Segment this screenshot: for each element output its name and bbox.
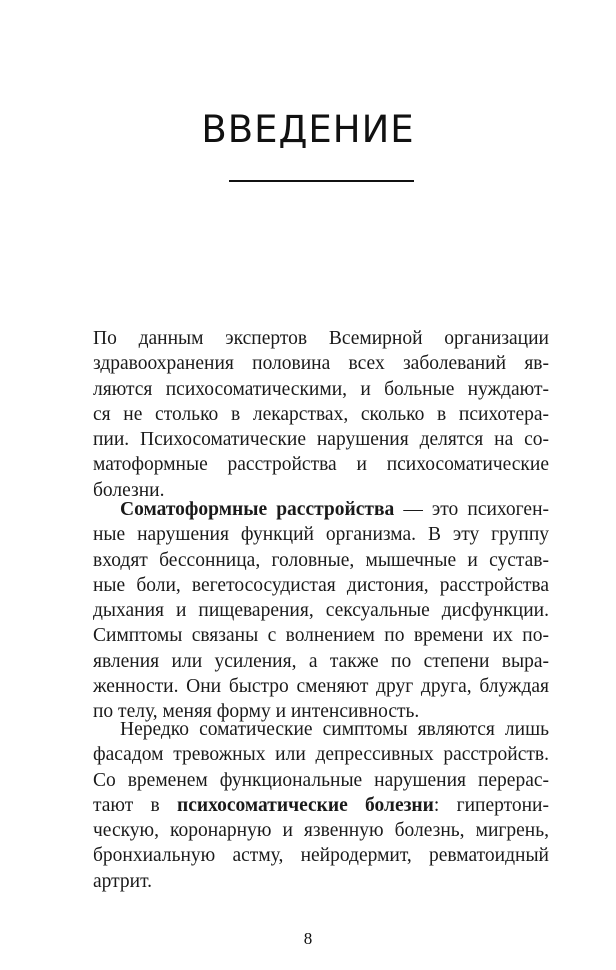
- bold-term: психосоматические болезни: [176, 794, 434, 816]
- text-line: ся не столько в лекарствах, сколько в психотера-: [93, 403, 549, 425]
- text-run: — это психоген-: [394, 499, 549, 520]
- text-line: По данным экспертов Всемирной организации: [93, 328, 549, 349]
- text-line: ческую, коронарную и язвенную болезнь, мигрень,: [93, 820, 549, 842]
- text-line: [93, 497, 549, 522]
- text-line: входят бессонница, головные, мышечные и сустав-: [93, 549, 549, 571]
- paragraph-2: [93, 497, 549, 725]
- chapter-title: ВВЕДЕНИЕ: [201, 108, 415, 151]
- text-line: дыхания и пищеварения, сексуальные дисфункции.: [93, 600, 549, 622]
- text-line: Со временем функциональные нарушения перерас-: [93, 769, 549, 791]
- text-line: ляются психосоматическими, и больные нуждают-: [93, 378, 549, 400]
- text-line: болезни.: [93, 479, 165, 501]
- text-line: ные нарушения функций организма. В эту группу: [93, 524, 549, 546]
- page-number: 8: [303, 929, 313, 948]
- text-line: по телу, меняя форму и интенсивность.: [93, 701, 420, 723]
- text-line: фасадом тревожных или депрессивных расстройств.: [93, 744, 549, 766]
- text-line: [93, 793, 549, 818]
- text-line: пии. Психосоматические нарушения делятся на со-: [93, 429, 549, 451]
- text-line: здравоохранения половина всех заболеваний яв-: [93, 353, 549, 375]
- title-underline: [229, 180, 414, 182]
- bold-term: Соматоформные расстройства: [120, 499, 395, 520]
- text-line: Нередко соматические симптомы являются лишь: [120, 719, 549, 740]
- text-run: : гипертони-: [433, 794, 549, 816]
- paragraph-1: [93, 326, 549, 503]
- text-line: ные боли, вегетососудистая дистония, расстройства: [93, 574, 549, 596]
- text-line: бронхиальную астму, нейродермит, ревматоидный: [93, 845, 549, 867]
- text-line: явления или усиления, а также по степени выра-: [93, 650, 549, 672]
- text-line: женности. Они быстро сменяют друг друга, блуждая: [93, 676, 549, 698]
- text-line: артрит.: [93, 870, 153, 892]
- text-line: матоформные расстройства и психосоматические: [93, 454, 549, 476]
- text-run: тают в: [93, 794, 177, 816]
- text-line: Симптомы связаны с волнением по времени их по-: [93, 625, 549, 647]
- paragraph-3: [93, 717, 549, 894]
